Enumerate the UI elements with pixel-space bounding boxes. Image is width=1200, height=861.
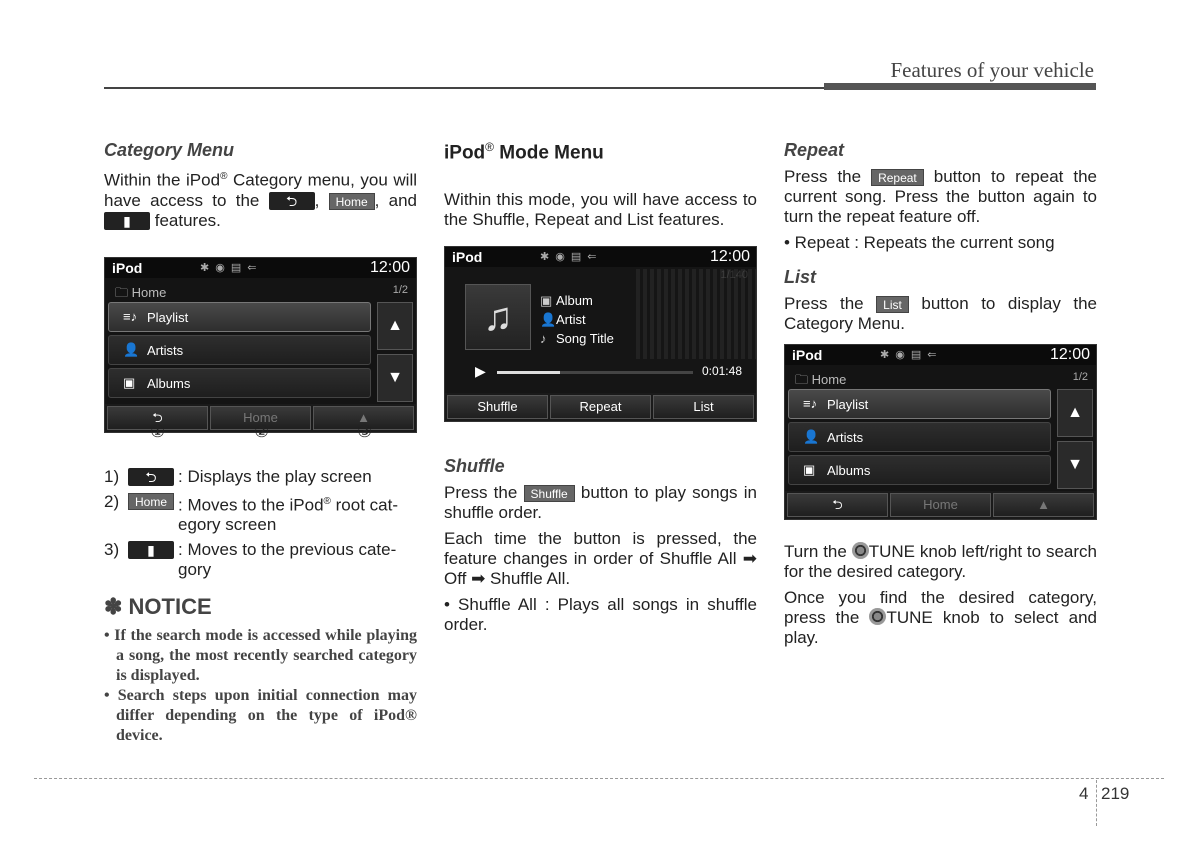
status-icons: ✱◉▤⇐	[540, 251, 603, 264]
legend-item: 2) Home : Moves to the iPod® root cat-egory screen	[104, 491, 398, 535]
list-item-albums[interactable]: ▣ Albums	[108, 368, 371, 398]
column-mode-menu	[444, 140, 757, 641]
playlist-icon: ≡♪	[123, 308, 138, 324]
song-label: ♪ Song Title	[540, 331, 614, 347]
home-chip: Home	[128, 493, 174, 510]
home-button[interactable]: Home	[890, 493, 991, 517]
list-item-albums[interactable]: ▣ Albums	[788, 455, 1051, 485]
page-header-title: Features of your vehicle	[890, 58, 1094, 82]
scroll-down-button[interactable]: ▼	[1057, 441, 1093, 489]
screen-app-title: iPod	[452, 249, 483, 266]
list-item-artists[interactable]: 👤 Artists	[108, 335, 371, 365]
section-heading: Category Menu	[104, 140, 235, 160]
status-icons: ✱◉▤⇐	[880, 349, 943, 361]
shuffle-order-paragraph: Each time the button is pressed, the feature changes in order of Shuffle All ➡ Off ➡ Shuffle All.	[444, 529, 757, 589]
back-button[interactable]: ⮌	[787, 493, 888, 517]
album-icon: ▣	[123, 374, 136, 390]
song-icon: ♪	[540, 331, 547, 347]
status-icons: ✱◉▤⇐	[200, 261, 263, 274]
repeat-bullet: • Repeat : Repeats the current song	[784, 233, 1055, 252]
back-icon: ⮌	[128, 468, 174, 486]
home-chip: Home	[329, 193, 375, 210]
list-heading: List	[784, 267, 817, 287]
artist-label: 👤Artist	[540, 312, 586, 328]
list-chip: List	[876, 296, 909, 313]
folder-up-icon: ▮	[104, 212, 150, 230]
column-category-menu	[104, 140, 417, 746]
marker-2: ②	[254, 422, 270, 441]
home-button[interactable]: Home	[210, 406, 311, 430]
album-icon: ▣	[803, 462, 816, 477]
screen-app-title: iPod	[792, 347, 823, 363]
breadcrumb: 🗀 Home	[115, 284, 167, 300]
header-rule	[104, 87, 824, 89]
list-item-artists[interactable]: 👤 Artists	[788, 422, 1051, 452]
screen-clock: 12:00	[709, 248, 750, 266]
folder-up-icon: ▮	[128, 541, 174, 559]
screen-clock: 12:00	[1049, 346, 1090, 363]
scroll-up-button[interactable]: ▲	[377, 302, 413, 350]
playlist-icon: ≡♪	[803, 396, 818, 411]
footer-rule	[34, 778, 1164, 779]
header-bar	[824, 83, 1096, 90]
shuffle-heading: Shuffle	[444, 456, 505, 477]
elapsed-time: 0:01:48	[701, 364, 742, 379]
legend-item: 1) ⮌ : Displays the play screen	[104, 466, 372, 486]
list-button[interactable]: List	[653, 395, 754, 419]
back-button[interactable]: ⮌	[107, 406, 208, 430]
category-screen	[104, 257, 417, 433]
intro-paragraph: Within the iPod® Category menu, you will have access to the ⮌ , Home , and ▮ features.	[104, 170, 418, 230]
page-indicator: 1/2	[1072, 371, 1088, 383]
tune-knob-icon	[852, 542, 869, 559]
back-icon: ⮌	[269, 192, 315, 210]
breadcrumb: 🗀 Home	[795, 372, 847, 387]
category-screen	[784, 344, 1097, 520]
notice-item: • Search steps upon initial connection may differ depending on the type of iPod® device.	[104, 687, 417, 745]
shuffle-bullet: • Shuffle All : Plays all songs in shuffle order.	[444, 595, 757, 635]
legend-item: 3) ▮ : Moves to the previous cate-gory	[104, 540, 397, 580]
equalizer-graphic	[636, 269, 756, 359]
folder-up-button[interactable]: ▲	[993, 493, 1094, 517]
artist-icon: 👤	[803, 429, 820, 444]
list-item-playlist[interactable]: ≡♪ Playlist	[788, 389, 1051, 419]
notice-heading: ✽ NOTICE	[104, 594, 212, 620]
tune-knob-icon	[869, 608, 886, 625]
list-item-playlist[interactable]: ≡♪ Playlist	[108, 302, 371, 332]
scroll-down-button[interactable]: ▼	[377, 354, 413, 402]
intro-paragraph: Within this mode, you will have access to the Shuffle, Repeat and List features.	[444, 190, 757, 230]
album-art-icon: ♫	[465, 284, 531, 350]
screen-clock: 12:00	[369, 258, 410, 276]
marker-3: ③	[357, 422, 373, 441]
shuffle-paragraph: Press the Shuffle button to play songs in shuffle order.	[444, 483, 757, 523]
scroll-up-button[interactable]: ▲	[1057, 389, 1093, 437]
repeat-chip: Repeat	[871, 169, 924, 186]
play-icon[interactable]: ▶	[475, 363, 486, 380]
repeat-heading: Repeat	[784, 140, 845, 160]
album-icon: ▣	[540, 293, 553, 309]
list-paragraph: Press the List button to display the Category Menu.	[784, 294, 1097, 333]
screen-app-title: iPod	[112, 259, 143, 276]
footer-divider	[1096, 780, 1097, 826]
progress-bar[interactable]	[497, 371, 693, 374]
notice-item: • If the search mode is accessed while playing a song, the most recently searched category is displayed.	[104, 627, 417, 685]
repeat-paragraph: Press the Repeat button to repeat the current song. Press the button again to turn the repeat feature off.	[784, 167, 1097, 226]
chapter-number: 4	[1079, 784, 1089, 803]
artist-icon: 👤	[123, 341, 140, 357]
folder-up-button[interactable]: ▲	[313, 406, 414, 430]
tune-paragraph: Turn the TUNE knob left/right to search for the desired category.	[784, 542, 1097, 581]
section-heading: iPod® Mode Menu	[444, 140, 604, 164]
album-label: ▣ Album	[540, 293, 593, 309]
now-playing-screen	[444, 246, 757, 422]
button-legend	[104, 467, 417, 581]
shuffle-chip: Shuffle	[524, 485, 575, 502]
column-repeat-list	[784, 140, 1097, 654]
artist-icon: 👤	[540, 312, 557, 328]
tune-select-paragraph: Once you find the desired category, press the TUNE knob to select and play.	[784, 588, 1097, 647]
marker-1: ①	[150, 422, 166, 441]
page-indicator: 1/2	[392, 283, 408, 296]
repeat-button[interactable]: Repeat	[550, 395, 651, 419]
shuffle-button[interactable]: Shuffle	[447, 395, 548, 419]
page-number: 219	[1101, 784, 1130, 803]
